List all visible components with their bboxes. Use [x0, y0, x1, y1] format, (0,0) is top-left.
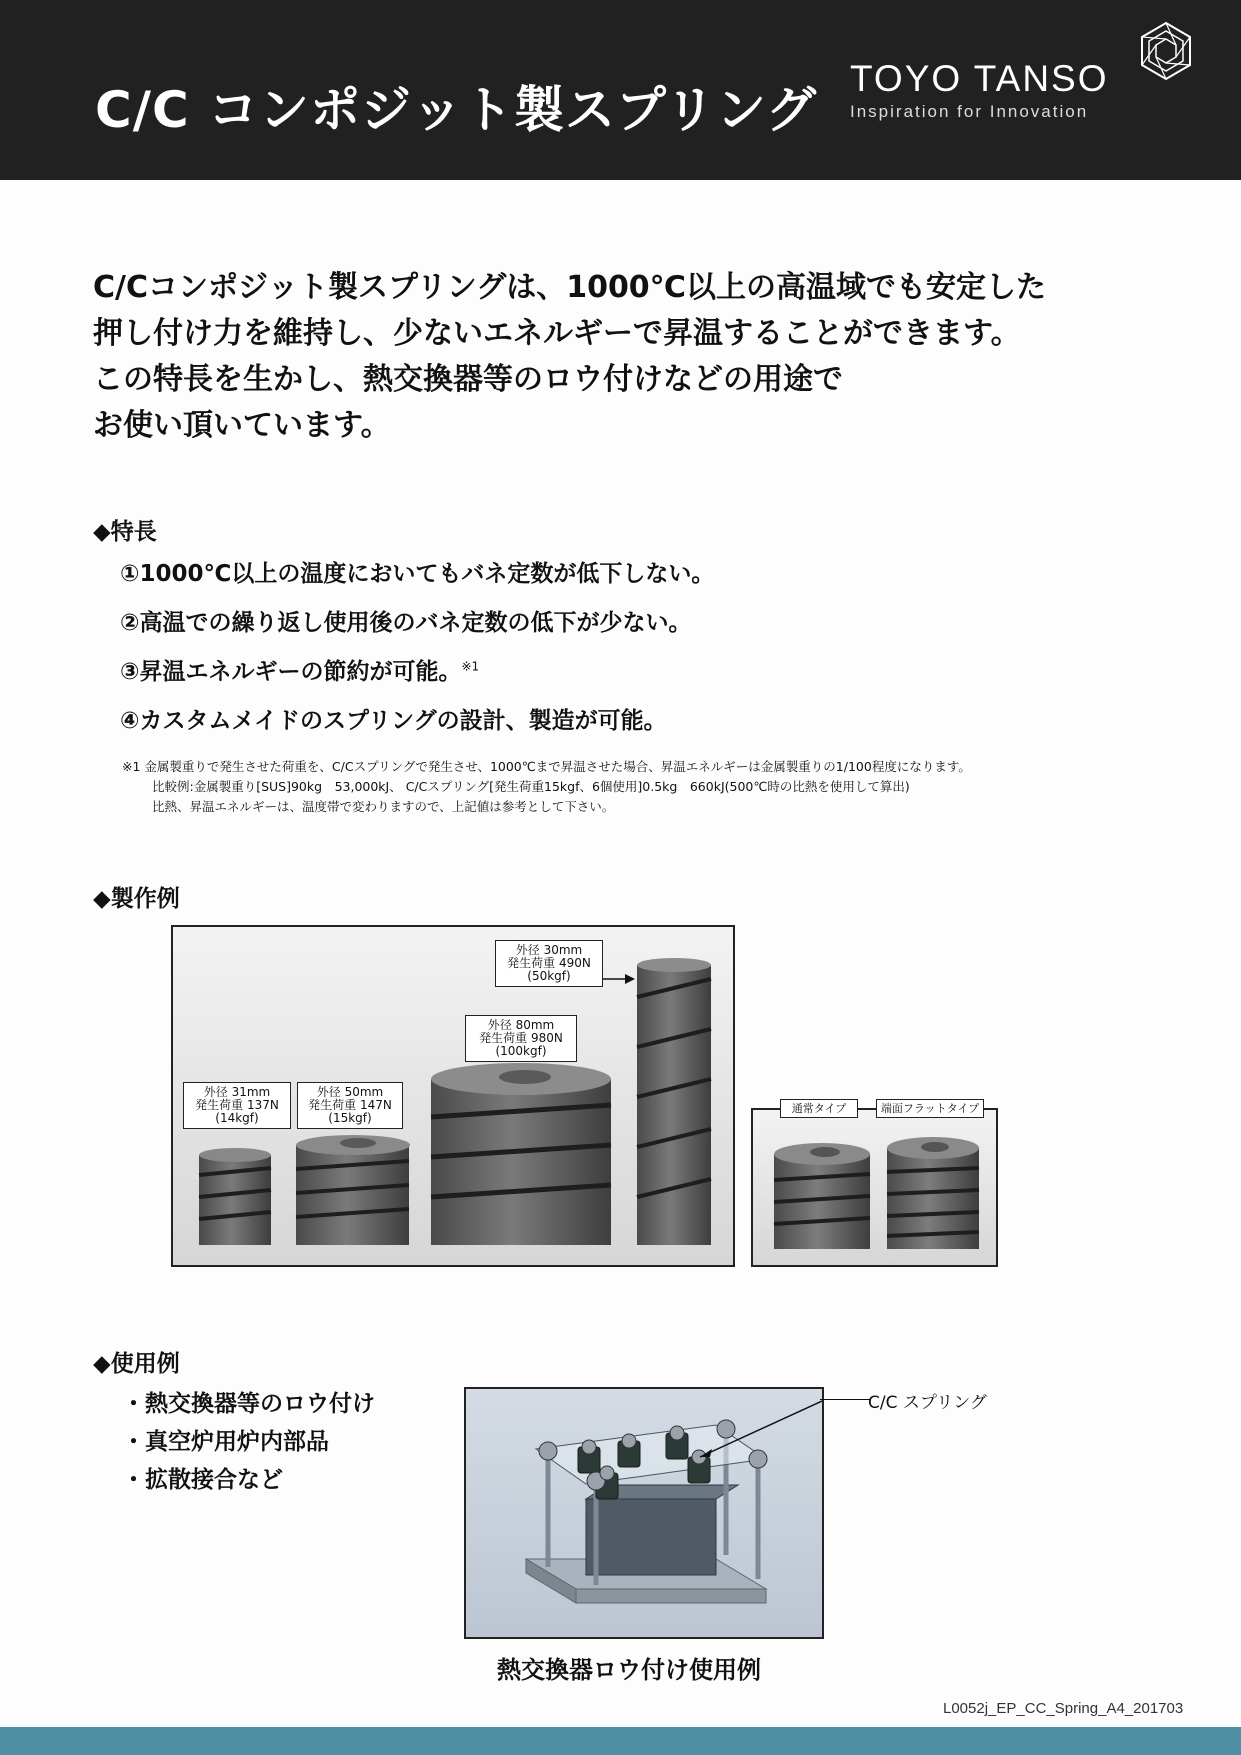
usage-item: ・拡散接合など: [122, 1467, 283, 1493]
arrow-head-icon: [625, 974, 635, 984]
feature-item-1: ①1000℃以上の温度においてもバネ定数が低下しない。: [120, 561, 715, 587]
cc-spring-callout: C/C スプリング: [868, 1393, 987, 1413]
label-line: 外径 80mm: [487, 1018, 555, 1032]
spring-31mm: [199, 1148, 271, 1245]
spring-type-illustration: [753, 1110, 996, 1265]
footnote: [122, 757, 971, 817]
label-line: 発生荷重 980N: [479, 1031, 563, 1045]
illustration-caption: 熱交換器ロウ付け使用例: [497, 1656, 761, 1684]
heat-exchanger-illustration: [464, 1387, 824, 1639]
spring-type-photo: [751, 1108, 998, 1267]
label-line: 発生荷重 147N: [308, 1098, 392, 1112]
footer-bar: [0, 1727, 1241, 1755]
feature-item-3-text: ③昇温エネルギーの節約が可能。: [120, 659, 462, 685]
intro-paragraph: [93, 265, 1046, 449]
label-line: (50kgf): [527, 969, 571, 983]
spring-30mm: [637, 958, 711, 1245]
spring-lineup-photo: [171, 925, 735, 1267]
brand-tagline: Inspiration for Innovation: [850, 102, 1089, 121]
production-heading: ◆製作例: [93, 886, 180, 912]
label-50mm: [297, 1082, 403, 1129]
label-line: 発生荷重 137N: [195, 1098, 279, 1112]
label-line: (100kgf): [495, 1044, 547, 1058]
label-flat-type: 端面フラットタイプ: [876, 1099, 984, 1118]
label-line: 外径 31mm: [203, 1085, 271, 1099]
document-id: L0052j_EP_CC_Spring_A4_201703: [943, 1700, 1184, 1717]
feature-item-2: ②高温での繰り返し使用後のバネ定数の低下が少ない。: [120, 610, 692, 636]
usage-heading: ◆使用例: [93, 1351, 180, 1377]
toyo-tanso-logo-icon: [1135, 20, 1197, 82]
footnote-line: ※1 金属製重りで発生させた荷重を、C/Cスプリングで発生させ、1000℃まで昇温させた場合、昇温エネルギーは金属製重りの1/100程度になります。: [122, 759, 971, 774]
usage-item: ・熱交換器等のロウ付け: [122, 1391, 375, 1417]
spring-80mm: [431, 1063, 611, 1245]
intro-line: お使い頂いています。: [93, 408, 391, 443]
footnote-line: 比較例:金属製重り[SUS]90kg 53,000kJ、 C/Cスプリング[発生荷重15kgf、6個使用]0.5kg 660kJ(500℃時の比熱を使用して算出): [152, 779, 910, 794]
page-title: C/C コンポジット製スプリング: [95, 81, 818, 139]
footnote-line: 比熱、昇温エネルギーは、温度帯で変わりますので、上記値は参考として下さい。: [152, 799, 615, 814]
flat-end-type-spring: [887, 1137, 979, 1249]
intro-line: C/Cコンポジット製スプリングは、1000℃以上の高温域でも安定した: [93, 270, 1047, 305]
label-line: 外径 30mm: [515, 943, 583, 957]
label-line: 発生荷重 490N: [507, 956, 591, 970]
label-31mm: [183, 1082, 291, 1129]
normal-type-spring: [774, 1143, 870, 1249]
usage-list: [122, 1385, 375, 1499]
intro-line: この特長を生かし、熱交換器等のロウ付けなどの用途で: [93, 362, 843, 397]
label-30mm: [495, 940, 603, 987]
usage-item: ・真空炉用炉内部品: [122, 1429, 329, 1455]
spring-50mm: [296, 1135, 410, 1245]
label-line: (14kgf): [215, 1111, 259, 1125]
label-80mm: [465, 1015, 577, 1062]
callout-leader: [820, 1399, 870, 1400]
label-normal-type: 通常タイプ: [780, 1099, 858, 1118]
label-line: (15kgf): [328, 1111, 372, 1125]
feature-item-4: ④カスタムメイドのスプリングの設計、製造が可能。: [120, 708, 667, 734]
label-line: 外径 50mm: [316, 1085, 384, 1099]
feature-item-3: [120, 653, 479, 686]
footnote-mark: ※1: [461, 659, 480, 674]
brazing-jig-drawing: [466, 1389, 822, 1637]
features-heading: ◆特長: [93, 519, 157, 545]
intro-line: 押し付け力を維持し、少ないエネルギーで昇温することができます。: [93, 316, 1021, 351]
brand-name: TOYO TANSO: [850, 58, 1109, 99]
